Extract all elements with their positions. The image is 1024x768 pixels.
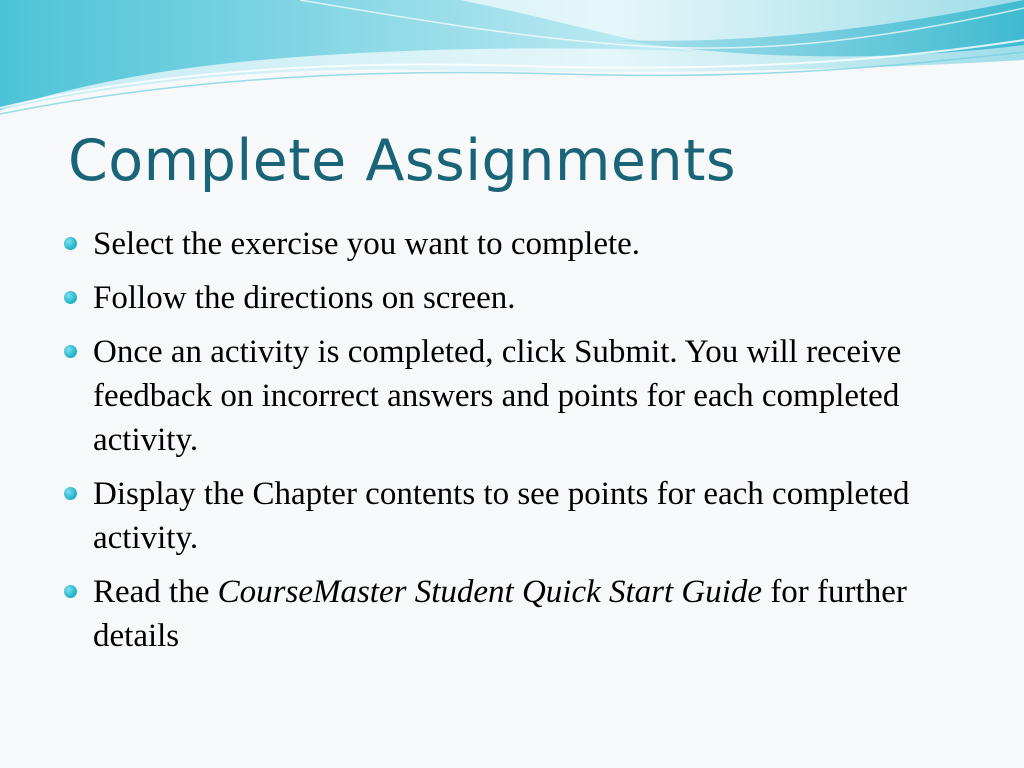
bullet-dot-icon — [64, 237, 77, 250]
bullet-item — [60, 222, 960, 266]
bullet-text-after: for further details — [93, 574, 907, 654]
bullet-dot-icon — [64, 585, 77, 598]
bullet-item — [60, 276, 960, 320]
guide-title: CourseMaster Student Quick Start Guide — [217, 574, 763, 610]
bullet-item — [60, 330, 960, 462]
bullet-list — [60, 222, 960, 668]
header-wave-decoration — [0, 0, 1024, 130]
bullet-dot-icon — [64, 291, 77, 304]
bullet-dot-icon — [64, 487, 77, 500]
bullet-item — [60, 570, 960, 658]
bullet-text: Display the Chapter contents to see points for each completed activity. — [93, 476, 910, 556]
bullet-item — [60, 472, 960, 560]
bullet-text — [93, 574, 907, 654]
bullet-dot-icon — [64, 345, 77, 358]
bullet-text: Once an activity is completed, click Submit. You will receive feedback on incorrect answers and points for each completed activity. — [93, 334, 902, 458]
slide-title: Complete Assignments — [68, 128, 737, 194]
bullet-text: Follow the directions on screen. — [93, 280, 516, 316]
bullet-text: Select the exercise you want to complete. — [93, 226, 641, 262]
bullet-text-before: Read the — [93, 574, 218, 610]
